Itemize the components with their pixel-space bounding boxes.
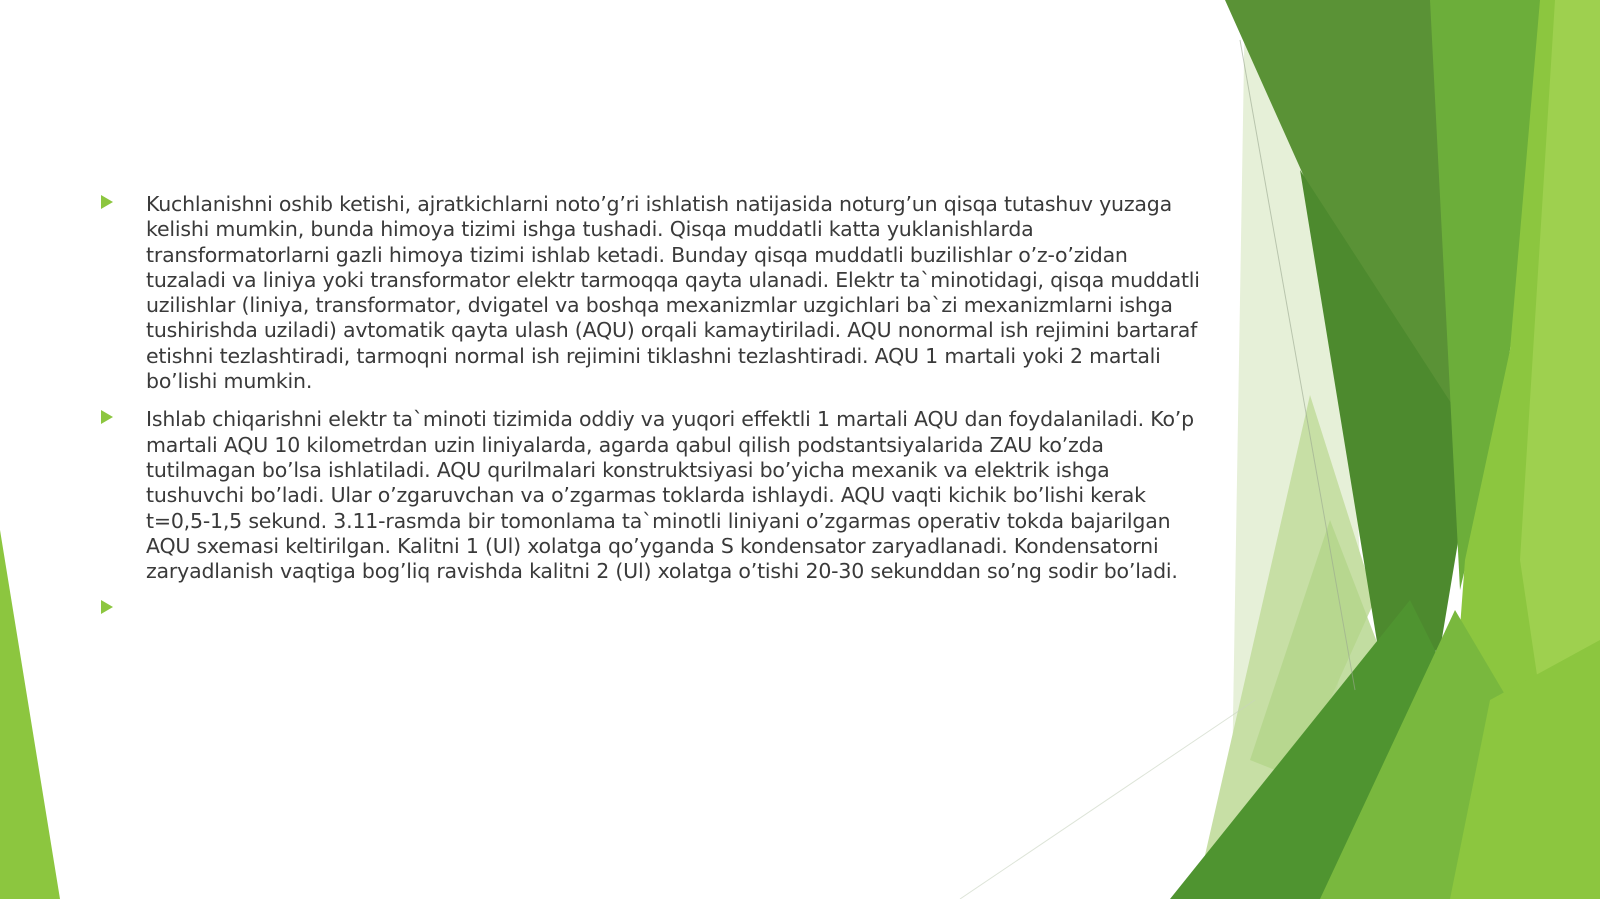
bullet-item [100, 407, 1205, 584]
bullet-item-empty [100, 597, 1205, 623]
bullet-list [100, 192, 1205, 636]
bullet-item [100, 192, 1205, 394]
bullet-text: Kuchlanishni oshib ketishi, ajratkichlarni noto’g’ri ishlatish natijasida noturg’un qisqa tutashuv yuzaga kelishi mumkin, bunda himoya tizimi ishga tushadi. Qisqa muddatli katta yuklanishlarda transformatorlarni gazli himoya tizimi ishlab ketadi. Bunday qisqa muddatli buzilishlar o’z-o’zidan tuzaladi va liniya yoki transformator elektr tarmoqqa qayta ulanadi. Elektr ta`minotidagi, qisqa muddatli uzilishlar (liniya, transformator, dvigatel va boshqa mexanizmlar uzgichlari ba`zi mexanizmlarni ishga tushirishda uziladi) avtomatik qayta ulash (AQU) orqali kamaytiriladi. AQU nonormal ish rejimini bartaraf etishni tezlashtiradi, tarmoqni normal ish rejimini tiklashni tezlashtiradi. AQU 1 martali yoki 2 martali bo’lishi mumkin. [146, 192, 1200, 394]
left-edge-facet [0, 530, 60, 899]
triangle-bullet-icon [100, 410, 114, 424]
triangle-bullet-icon [100, 600, 114, 614]
triangle-bullet-icon [100, 195, 114, 209]
bullet-text: Ishlab chiqarishni elektr ta`minoti tizimida oddiy va yuqori effektli 1 martali AQU dan foydalaniladi. Ko’p martali AQU 10 kilometrdan uzin liniyalarda, agarda qabul qilish podstantsiyalarida ZAU ko’zda tutilmagan bo’lsa ishlatiladi. AQU qurilmalari konstruktsiyasi bo’yicha mexanik va elektrik ishga tushuvchi bo’ladi. Ular o’zgaruvchan va o’zgarmas toklarda ishlaydi. AQU vaqti kichik bo’lishi kerak t=0,5-1,5 sekund. 3.11-rasmda bir tomonlama ta`minotli liniyani o’zgarmas operativ tokda bajarilgan AQU sxemasi keltirilgan. Kalitni 1 (Ul) xolatga qo’yganda S kondensator zaryadlanadi. Kondensatorni zaryadlanish vaqtiga bog’liq ravishda kalitni 2 (Ul) xolatga o’tishi 20-30 sekunddan so’ng sodir bo’ladi. [146, 407, 1194, 584]
